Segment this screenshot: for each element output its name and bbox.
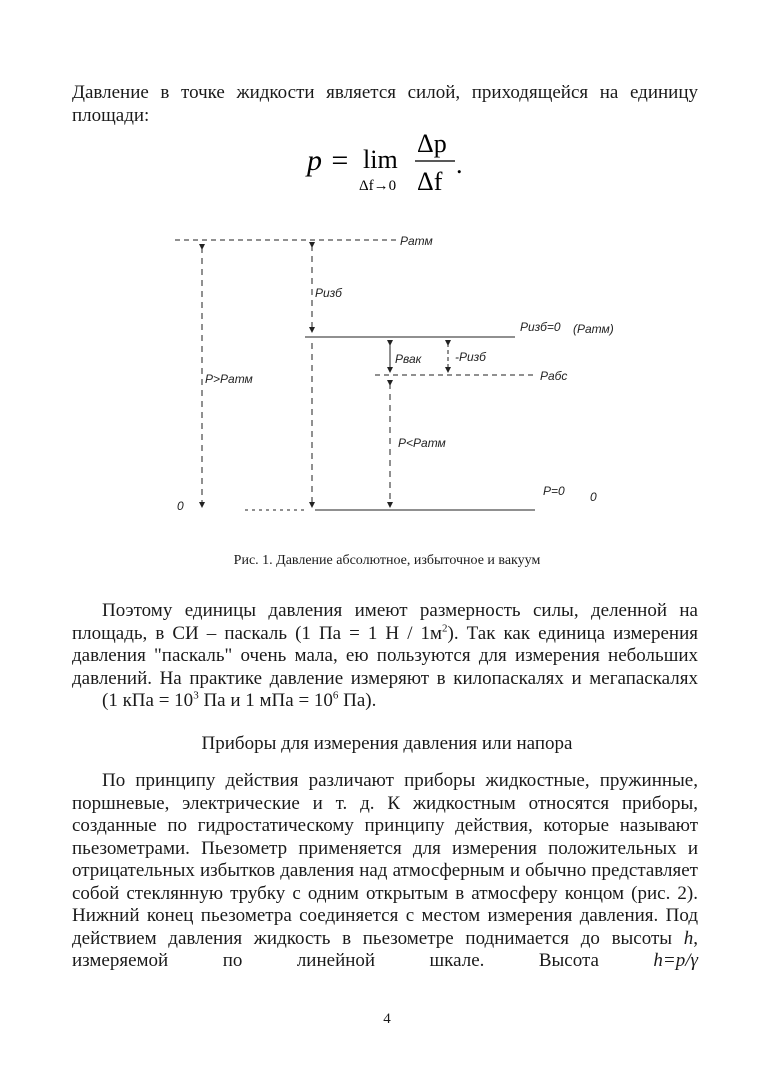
superscript: 6 [332,689,339,702]
figure-caption: Рис. 1. Давление абсолютное, избыточное и вакуум [233,553,541,568]
instruments-line: измерения давления. Под действием давления жидкость в пьезометре [72,905,698,949]
label-neg-izb: -Pизб [455,350,486,364]
label-p-lt-patm: P<Pатм [398,436,446,450]
pressure-diagram [165,225,625,525]
units-line: давлений. На практике давление измеряют в килопаскалях и мегапаскалях [72,667,698,689]
units-line: Поэтому единицы давления имеют размерность силы, деленной на [102,600,698,621]
instruments-line: концом (рис. 2). Нижний конец пьезометра соединяется с местом [72,882,699,926]
intro-paragraph [72,82,698,127]
units-line: ). Так как единица измерения [447,622,698,644]
units-line: (1 кПа = 10 [102,690,194,711]
units-line: давления "паскаль" очень мала, ею пользуются для измерения небольших [72,645,698,666]
label-p-izb0: Pизб=0 [520,320,561,334]
formula-end: . [456,150,463,179]
label-p-abs: Pабс [540,369,568,383]
instruments-line: пьезометрами. Пьезометр применяется для измерения положительных и [72,837,698,859]
label-p-atm-paren: (Pатм) [573,322,614,336]
formula-denominator: Δf [417,167,443,196]
units-last-line [72,690,698,713]
formula-lim-sub: Δf→0 [359,178,397,194]
page-number: 4 [383,1011,391,1027]
label-p-izb: Pизб [315,286,342,300]
label-p-zero: P=0 [543,484,565,498]
instruments-line: , измеряемой по линейной шкале. Высота [72,927,698,971]
label-p-atm: Pатм [400,234,433,248]
instruments-line: представляет собой стеклянную трубку с одним открытым в атмосферу [72,860,698,904]
units-paragraph [72,600,698,713]
superscript: 3 [193,689,199,702]
instruments-line: поршневые, электрические и т. д. К жидкостным относятся приборы, [72,792,698,814]
instruments-line: отрицательных избытков давления над атмосферным и обычно [72,860,587,881]
label-zero-left: 0 [177,499,184,513]
formula-numerator: Δp [417,129,447,158]
height-formula: h=p/γ [653,950,698,971]
section-heading: Приборы для измерения давления или напора [201,733,573,754]
units-line: Па и 1 мПа = 10 [198,690,333,711]
formula-lim: lim [363,145,398,174]
units-line: площадь, в СИ – паскаль (1 Па = 1 Н / 1м [72,622,443,644]
pressure-limit-formula [305,128,485,208]
label-zero-right: 0 [590,490,597,504]
intro-text: Давление в точке жидкости является силой, приходящейся на единицу площади: [72,82,698,126]
units-line: Па). [338,690,377,711]
label-p-gt-patm: P>Pатм [205,372,253,386]
italic-h: h [683,927,694,949]
label-p-vak: Pвак [395,352,422,366]
instruments-paragraph [72,770,698,973]
instruments-line: созданные по гидростатическому принципу действия, которые называют [72,815,698,836]
instruments-line: По принципу действия различают приборы жидкостные, пружинные, [102,770,698,791]
instruments-line: поднимается до высоты [465,927,684,949]
superscript: 2 [442,622,448,635]
formula-lhs: p = [307,144,350,177]
